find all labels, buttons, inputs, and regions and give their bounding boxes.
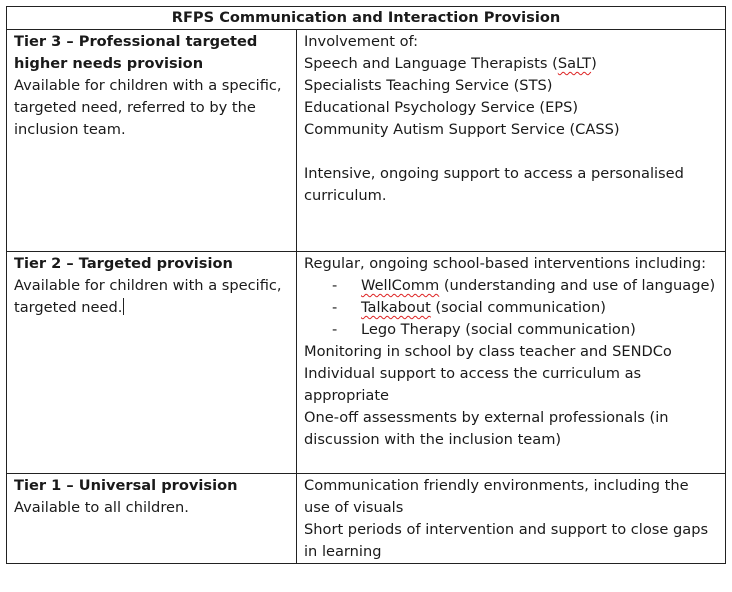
tier-3-service-eps: Educational Psychology Service (EPS) (304, 99, 579, 116)
spellcheck-flag: Talkabout (361, 299, 431, 316)
tier-3-involvement-label: Involvement of: (304, 33, 419, 50)
tier-2-description-wrap[interactable] (14, 275, 289, 319)
tier-2-label-cell (7, 252, 297, 474)
tier-2-heading: Tier 2 – Targeted provision (14, 255, 233, 272)
tier-1-environments: Communication friendly environments, including the use of visuals (304, 477, 689, 516)
blank-line (304, 141, 718, 163)
tier-2-assessments: One-off assessments by external professionals (in discussion with the inclusion team) (304, 409, 669, 448)
tier-3-label-cell (7, 30, 297, 252)
tier-3-summary: Intensive, ongoing support to access a personalised curriculum. (304, 165, 684, 204)
tier-2-detail-cell (297, 252, 726, 474)
intervention-item-lego: - Lego Therapy (social communication) (304, 319, 718, 341)
tier-2-row (7, 252, 726, 474)
tier-1-heading: Tier 1 – Universal provision (14, 477, 238, 494)
intervention-item-talkabout: - Talkabout (social communication) (304, 297, 718, 319)
tier-1-row (7, 474, 726, 564)
tier-3-detail-cell (297, 30, 726, 252)
tier-1-label-cell (7, 474, 297, 564)
tier-3-service-salt: Speech and Language Therapists (SaLT) (304, 55, 597, 72)
dash-bullet: - (332, 299, 338, 316)
tier-1-short-interventions: Short periods of intervention and support to close gaps in learning (304, 521, 709, 560)
tier-3-service-cass: Community Autism Support Service (CASS) (304, 121, 620, 138)
tier-2-description: Available for children with a specific, targeted need. (14, 277, 282, 316)
spellcheck-flag: SaLT (557, 55, 592, 72)
tier-2-individual-support: Individual support to access the curriculum as appropriate (304, 365, 642, 404)
provision-document (6, 6, 726, 564)
tier-1-detail-cell (297, 474, 726, 564)
provision-table (6, 6, 726, 564)
tier-3-description: Available for children with a specific, targeted need, referred to by the inclusion team. (14, 77, 282, 138)
dash-bullet: - (332, 277, 338, 294)
intervention-item-wellcomm: - WellComm (understanding and use of language) (304, 275, 718, 297)
tier-1-description: Available to all children. (14, 499, 189, 516)
tier-3-heading: Tier 3 – Professional targeted higher needs provision (14, 33, 258, 72)
dash-bullet: - (332, 321, 338, 338)
spellcheck-flag: WellComm (361, 277, 440, 294)
tier-2-intro: Regular, ongoing school-based interventions including: (304, 255, 707, 272)
tier-2-monitoring: Monitoring in school by class teacher and SENDCo (304, 343, 672, 360)
text-cursor (123, 298, 124, 315)
table-header-row (7, 7, 726, 30)
tier-3-row (7, 30, 726, 252)
tier-3-service-sts: Specialists Teaching Service (STS) (304, 77, 553, 94)
table-title: RFPS Communication and Interaction Provision (7, 7, 726, 30)
